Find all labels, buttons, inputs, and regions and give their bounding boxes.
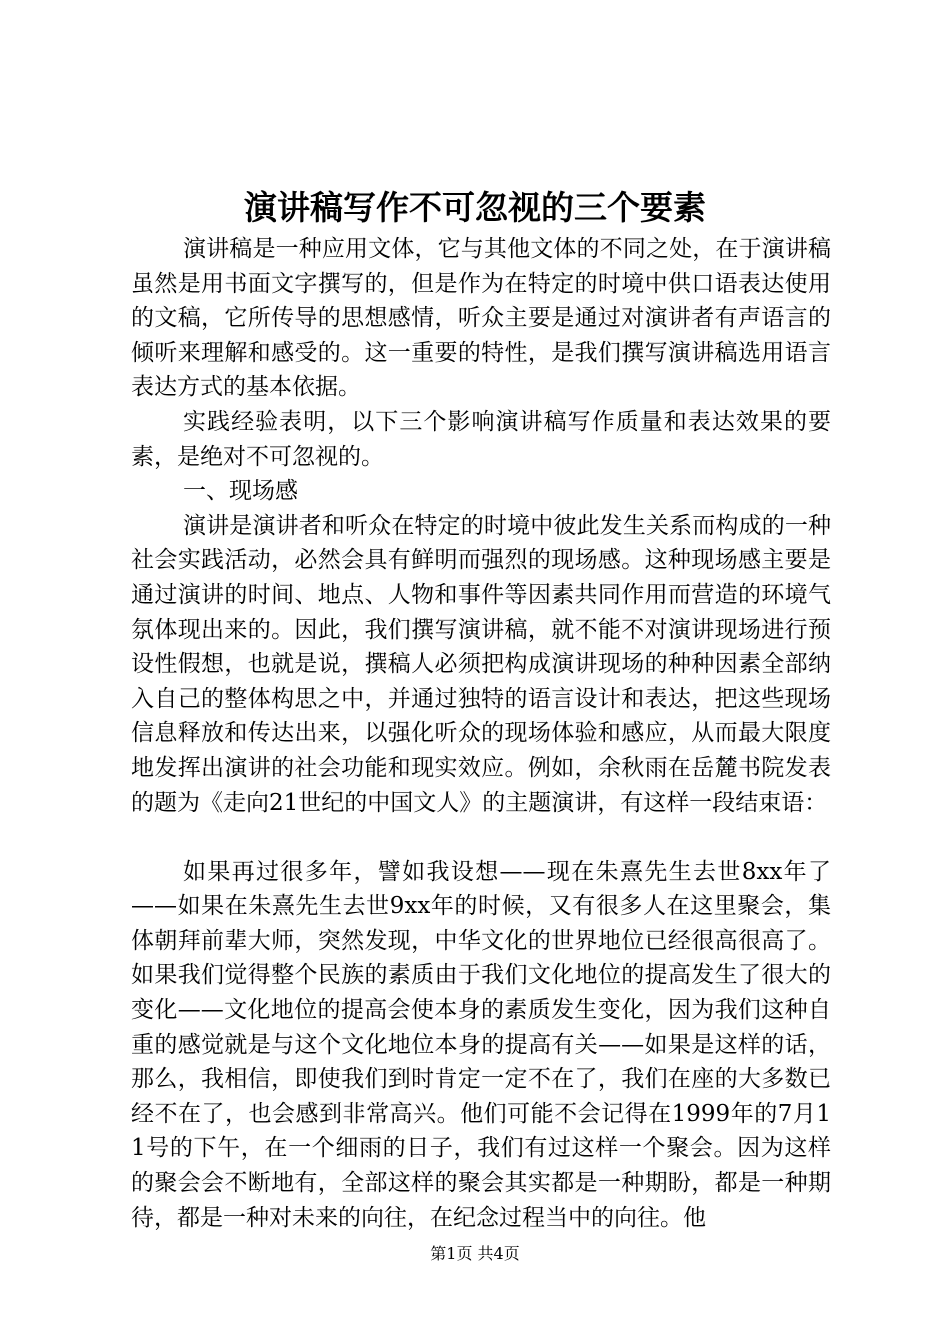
page-footer: 第1页 共4页 <box>430 1244 520 1263</box>
paragraph-presence: 演讲是演讲者和听众在特定的时境中彼此发生关系而构成的一种社会实践活动，必然会具有鲜明而强烈的现场感。这种现场感主要是通过演讲的时间、地点、人物和事件等因素共同作用而营造的环境气氛体现出来的。因此，我们撰写演讲稿，就不能不对演讲现场进行预设性假想，也就是说，撰稿人必须把构成演讲现场的种种因素全部纳入自己的整体构思之中，并通过独特的语言设计和表达，把这些现场信息释放和传达出来，以强化听众的现场体验和感应，从而最大限度地发挥出演讲的社会功能和现实效应。例如，余秋雨在岳麓书院发表的题为《走向21世纪的中国文人》的主题演讲，有这样一段结束语： <box>131 512 831 816</box>
paragraph-intro: 演讲稿是一种应用文体，它与其他文体的不同之处，在于演讲稿虽然是用书面文字撰写的，但是作为在特定的时境中供口语表达使用的文稿，它所传导的思想感情，听众主要是通过对演讲者有声语言的倾听来理解和感受的。这一重要的特性，是我们撰写演讲稿选用语言表达方式的基本依据。 <box>131 236 831 401</box>
document-title: 演讲稿写作不可忽视的三个要素 <box>244 188 706 227</box>
paragraph-quote: 如果再过很多年，譬如我设想——现在朱熹先生去世8xx年了——如果在朱熹先生去世9xx年的时候，又有很多人在这里聚会，集体朝拜前辈大师，突然发现，中华文化的世界地位已经很高很高了。如果我们觉得整个民族的素质由于我们文化地位的提高发生了很大的变化——文化地位的提高会使本身的素质发生变化，因为我们这种自重的感觉就是与这个文化地位本身的提高有关——如果是这样的话，那么，我相信，即使我们到时肯定一定不在了，我们在座的大多数已经不在了，也会感到非常高兴。他们可能不会记得在1999年的7月11号的下午，在一个细雨的日子，我们有过这样一个聚会。因为这样的聚会会不断地有，全部这样的聚会其实都是一种期盼，都是一种期待，都是一种对未来的向往，在纪念过程当中的向往。他 <box>131 858 831 1231</box>
paragraph-experience: 实践经验表明，以下三个影响演讲稿写作质量和表达效果的要素，是绝对不可忽视的。 <box>131 408 831 470</box>
paragraph-spacer <box>131 820 831 855</box>
section-heading-presence: 一、现场感 <box>183 478 298 505</box>
document-body <box>131 232 831 1235</box>
